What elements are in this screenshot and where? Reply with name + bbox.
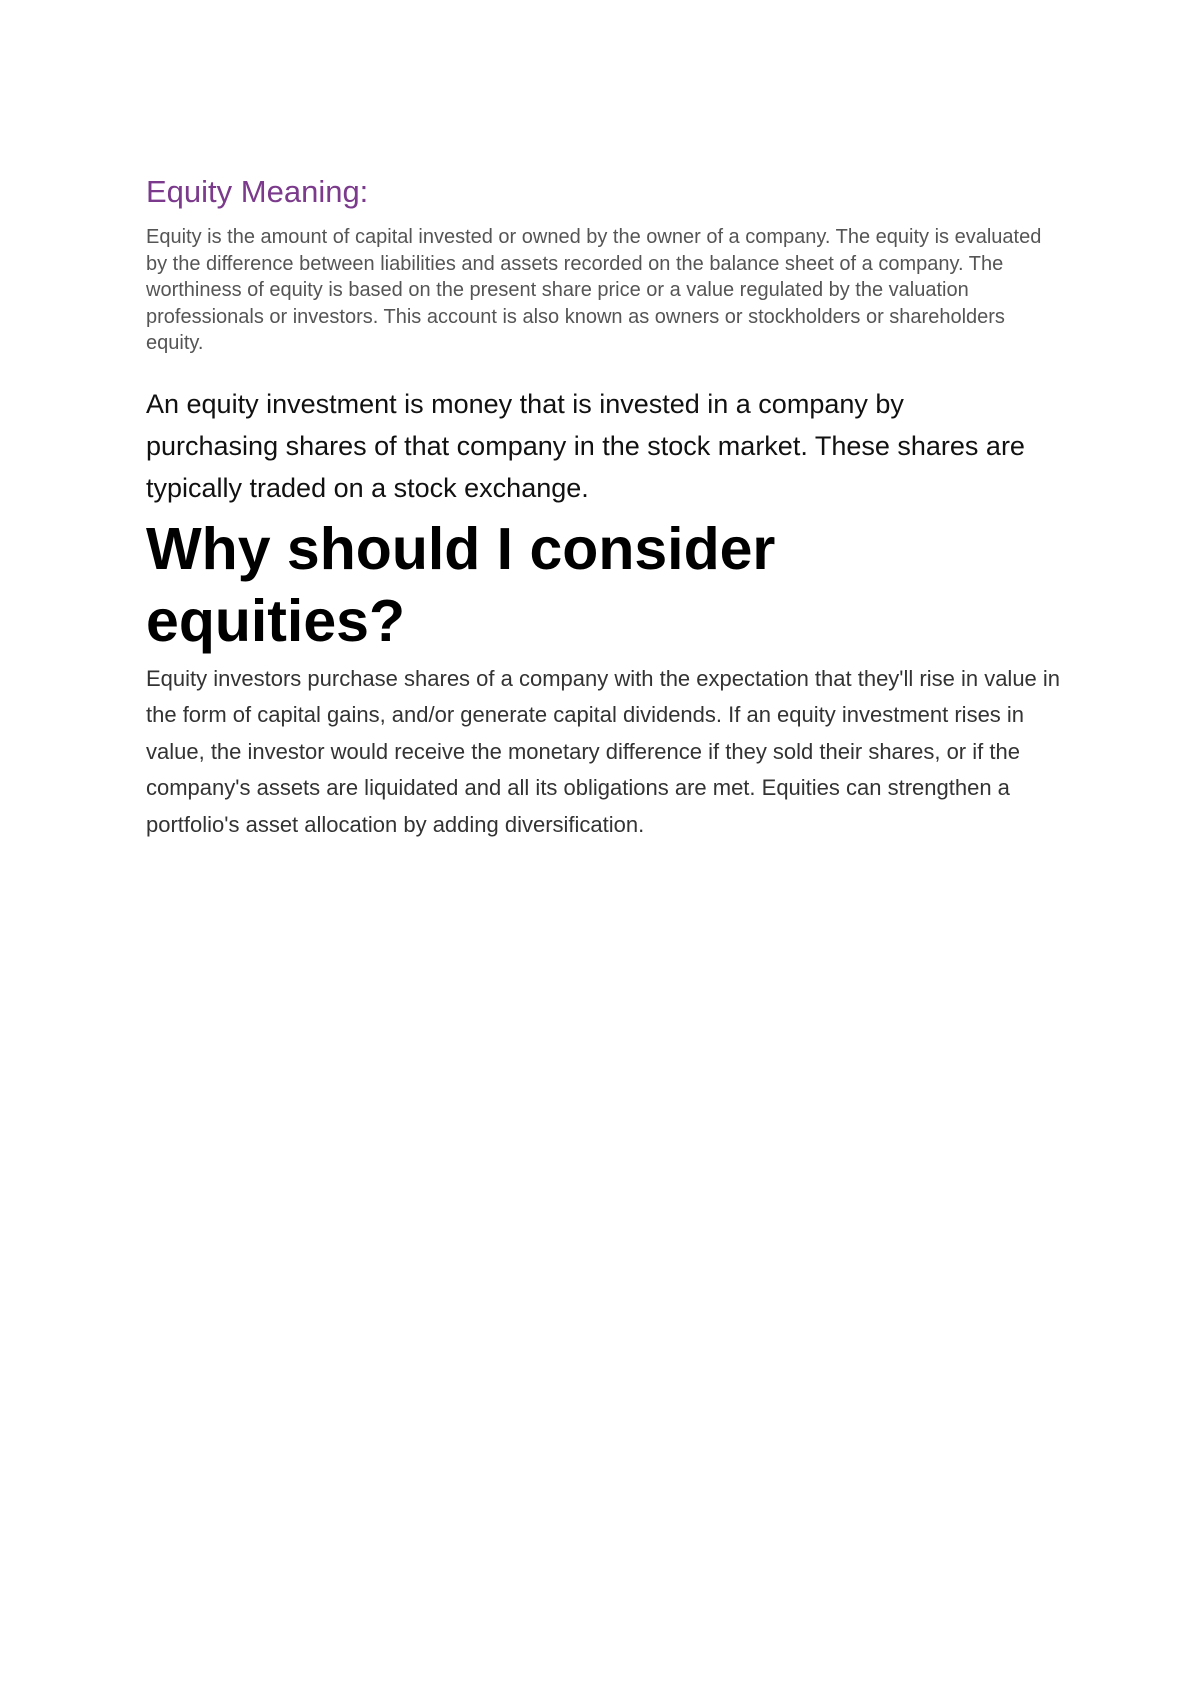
document-content [146,172,1066,843]
definition-paragraph: Equity is the amount of capital invested or owned by the owner of a company. The equity is evaluated by the difference between liabilities and assets recorded on the balance sheet of a company. The worthiness of equity is based on the present share price or a value regulated by the valuation professionals or investors. This account is also known as owners or stockholders or shareholders equity. [146,226,1042,354]
lead-paragraph: An equity investment is money that is invested in a company by purchasing shares of that company in the stock market. These shares are typically traded on a stock exchange. [146,388,1025,503]
why-consider-equities-heading: Why should I consider equities? [146,515,776,654]
section-heading-equity-meaning: Equity Meaning: [146,174,369,209]
body-paragraph: Equity investors purchase shares of a company with the expectation that they'll rise in value in the form of capital gains, and/or generate capital dividends. If an equity investment rises in value, the investor would receive the monetary difference if they sold their shares, or if the company's assets are liquidated and all its obligations are met. Equities can strengthen a portfolio's asset allocation by adding diversification. [146,665,1061,837]
